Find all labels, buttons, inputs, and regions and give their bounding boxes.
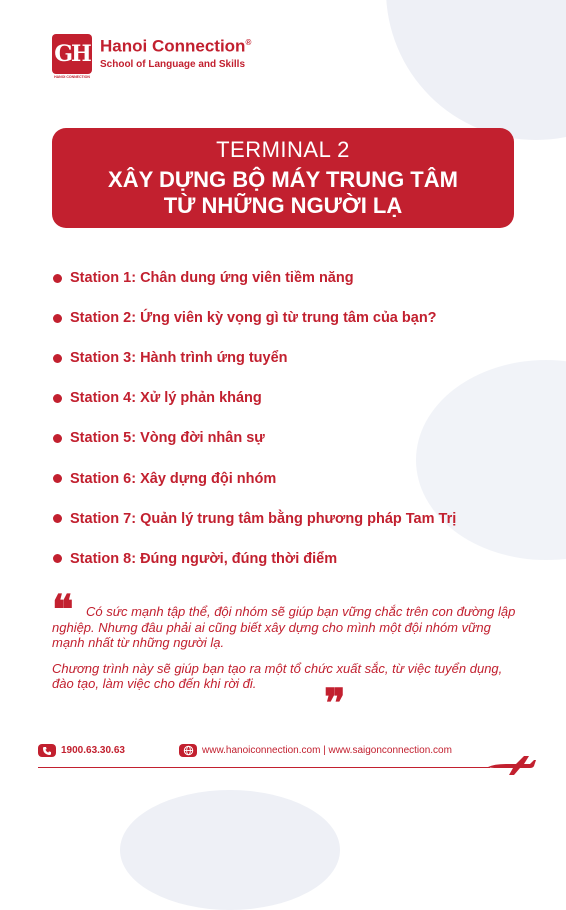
bullet-icon <box>53 514 62 523</box>
logo-emblem <box>52 34 92 79</box>
station-label: Station 3: Hành trình ứng tuyển <box>70 350 288 367</box>
station-label: Station 5: Vòng đời nhân sự <box>70 430 265 447</box>
quote-block <box>52 586 522 727</box>
station-label: Station 8: Đúng người, đúng thời điểm <box>70 550 338 567</box>
banner-subtitle: TERMINAL 2 <box>216 137 350 162</box>
station-label: Station 1: Chân dung ứng viên tiềm năng <box>70 270 354 287</box>
list-item <box>53 458 456 498</box>
bullet-icon <box>53 274 62 283</box>
brand-tagline: School of Language and Skills <box>100 58 246 70</box>
open-quote-icon: ❝ <box>52 586 74 633</box>
background-shape <box>386 0 566 140</box>
airplane-icon <box>486 754 536 781</box>
station-label: Station 7: Quản lý trung tâm bằng phương pháp Tam Trị <box>70 510 457 527</box>
station-label: Station 2: Ứng viên kỳ vọng gì từ trung tâm của bạn? <box>70 310 437 327</box>
logo-text <box>100 34 251 70</box>
phone-icon <box>38 744 56 757</box>
close-quote-icon: ❞ <box>324 680 346 727</box>
bullet-icon <box>53 434 62 443</box>
bullet-icon <box>53 474 62 483</box>
brand-logo <box>52 34 251 79</box>
bullet-icon <box>53 314 62 323</box>
list-item <box>53 499 456 539</box>
title-banner <box>52 128 514 228</box>
bullet-icon <box>53 354 62 363</box>
banner-title-line2: TỪ NHỮNG NGƯỜI LẠ <box>163 193 403 218</box>
banner-title <box>52 167 514 219</box>
footer-phone[interactable] <box>38 744 125 757</box>
station-list <box>53 258 456 579</box>
quote-paragraph: Chương trình này sẽ giúp bạn tạo ra một tổ chức xuất sắc, từ việc tuyển dụng, đào tạo, làm việc cho đến khi rời đi. <box>52 660 503 691</box>
logo-mark: GH <box>52 34 92 74</box>
registered-mark: ® <box>245 38 252 47</box>
footer <box>38 744 538 764</box>
list-item <box>53 378 456 418</box>
background-shape <box>120 790 340 910</box>
list-item <box>53 298 456 338</box>
brand-name-text: Hanoi Connection <box>100 36 246 56</box>
bullet-icon <box>53 394 62 403</box>
brand-name <box>100 34 251 56</box>
phone-number[interactable]: 1900.63.30.63 <box>61 745 125 756</box>
station-label: Station 6: Xây dựng đội nhóm <box>70 470 277 487</box>
list-item <box>53 539 456 579</box>
bullet-icon <box>53 554 62 563</box>
list-item <box>53 338 456 378</box>
website-links[interactable]: www.hanoiconnection.com | www.saigonconnection.com <box>202 745 452 756</box>
quote-paragraph: Có sức mạnh tập thể, đội nhóm sẽ giúp bạn vững chắc trên con đường lập nghiệp. Nhưng đâu phải ai cũng biết xây dựng cho mình một đội nhóm vững mạnh nhất từ những người lạ. <box>52 604 516 650</box>
footer-websites[interactable] <box>179 744 452 757</box>
list-item <box>53 418 456 458</box>
list-item <box>53 258 456 298</box>
logo-mark-subtext: HANOI CONNECTION <box>54 75 90 79</box>
globe-icon <box>179 744 197 757</box>
footer-divider <box>38 767 490 768</box>
station-label: Station 4: Xử lý phản kháng <box>70 390 262 407</box>
banner-title-line1: XÂY DỰNG BỘ MÁY TRUNG TÂM <box>108 167 458 192</box>
